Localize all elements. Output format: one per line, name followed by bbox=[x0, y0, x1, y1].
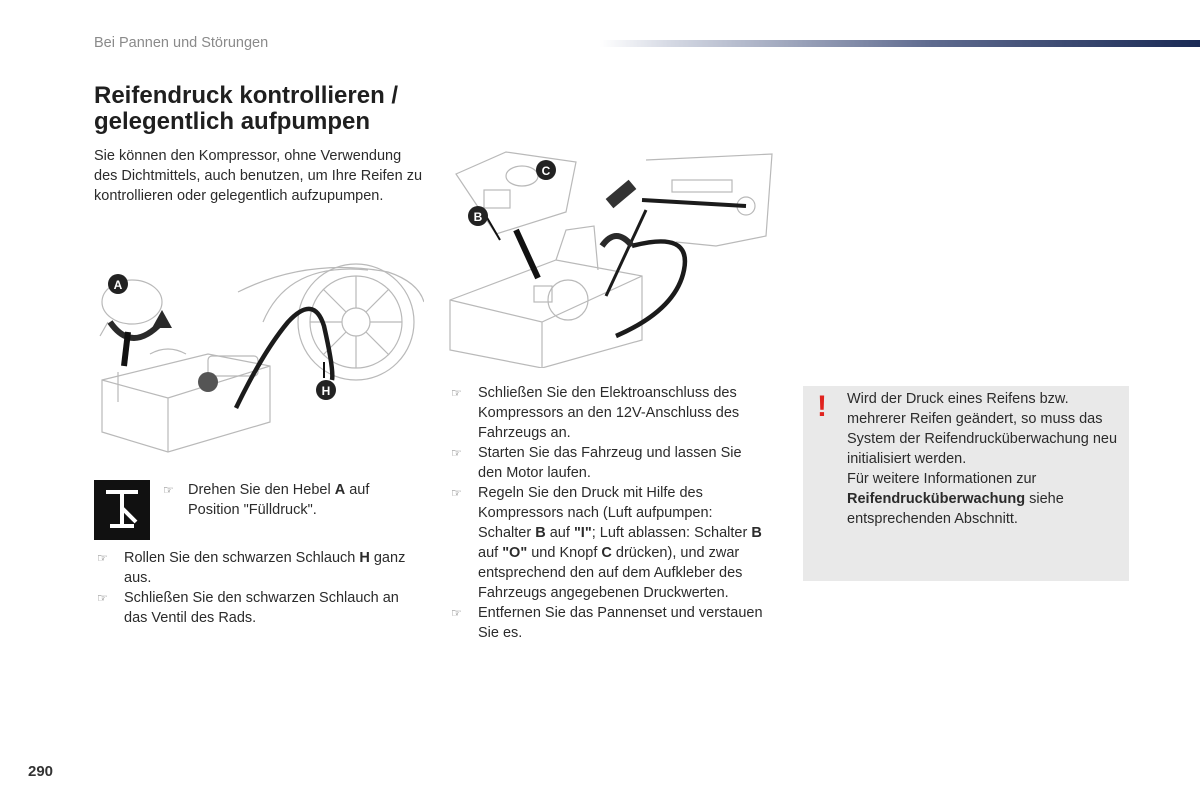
warning-reference: Für weitere Informationen zur Reifendrucküberwachung siehe entsprechenden Abschnitt. bbox=[847, 471, 1064, 527]
hand-pointer-icon: ☞ bbox=[163, 483, 174, 497]
hand-pointer-icon: ☞ bbox=[451, 446, 462, 460]
hose-steps-list bbox=[94, 548, 424, 628]
warning-note-box bbox=[803, 386, 1129, 581]
header-gradient-bar bbox=[600, 40, 1200, 47]
list-item: ☞ Schließen Sie den schwarzen Schlauch an das Ventil des Rads. bbox=[97, 590, 399, 626]
list-item: ☞ Starten Sie das Fahrzeug und lassen Sie den Motor laufen. bbox=[451, 445, 742, 481]
hand-pointer-icon: ☞ bbox=[97, 551, 108, 565]
title-line-2: gelegentlich aufpumpen bbox=[94, 108, 371, 135]
list-item: ☞ Regeln Sie den Druck mit Hilfe des Kompressors nach (Luft aufpumpen: Schalter B auf "I"; Luft ablassen: Schalter B auf "O" und Knopf C drücken), und zwar entsprechend den auf dem Aufkleber des Fahrzeugs angegebenen Druckwerten. bbox=[451, 485, 762, 601]
list-item: ☞ Rollen Sie den schwarzen Schlauch H ganz aus. bbox=[97, 550, 406, 586]
page-title bbox=[94, 83, 434, 135]
hand-pointer-icon: ☞ bbox=[451, 486, 462, 500]
callout-label-b: B bbox=[473, 210, 483, 224]
compressor-steps-list bbox=[448, 383, 768, 643]
warning-text bbox=[847, 389, 1123, 529]
lever-glyph bbox=[102, 486, 142, 534]
compressor-panel-illustration bbox=[446, 150, 776, 368]
hand-pointer-icon: ☞ bbox=[97, 591, 108, 605]
list-item: ☞ Schließen Sie den Elektroanschluss des Kompressors an den 12V-Anschluss des Fahrzeugs an. bbox=[451, 385, 740, 441]
intro-paragraph: Sie können den Kompressor, ohne Verwendung des Dichtmittels, auch benutzen, um Ihre Reifen zu kontrollieren oder gelegentlich aufzupumpen. bbox=[94, 148, 423, 204]
warning-paragraph: Wird der Druck eines Reifens bzw. mehrerer Reifen geändert, so muss das System der Reifendrucküberwachung neu initialisiert werden. bbox=[847, 391, 1118, 467]
callout-label-h: H bbox=[321, 384, 331, 398]
hand-pointer-icon: ☞ bbox=[451, 606, 462, 620]
compressor-wheel-illustration bbox=[88, 262, 424, 458]
page-number: 290 bbox=[28, 763, 54, 780]
list-item: ☞ Entfernen Sie das Pannenset und verstauen Sie es. bbox=[451, 605, 763, 641]
callout-label-c: C bbox=[541, 164, 551, 178]
lever-icon bbox=[94, 480, 150, 540]
warning-icon: ! bbox=[817, 390, 827, 423]
step-a-list bbox=[160, 480, 410, 520]
hand-pointer-icon: ☞ bbox=[451, 386, 462, 400]
callout-label-a: A bbox=[113, 278, 123, 292]
title-line-1: Reifendruck kontrollieren / bbox=[94, 82, 399, 109]
section-label: Bei Pannen und Störungen bbox=[94, 35, 269, 51]
list-item: ☞ Drehen Sie den Hebel A auf Position "Fülldruck". bbox=[163, 482, 370, 518]
